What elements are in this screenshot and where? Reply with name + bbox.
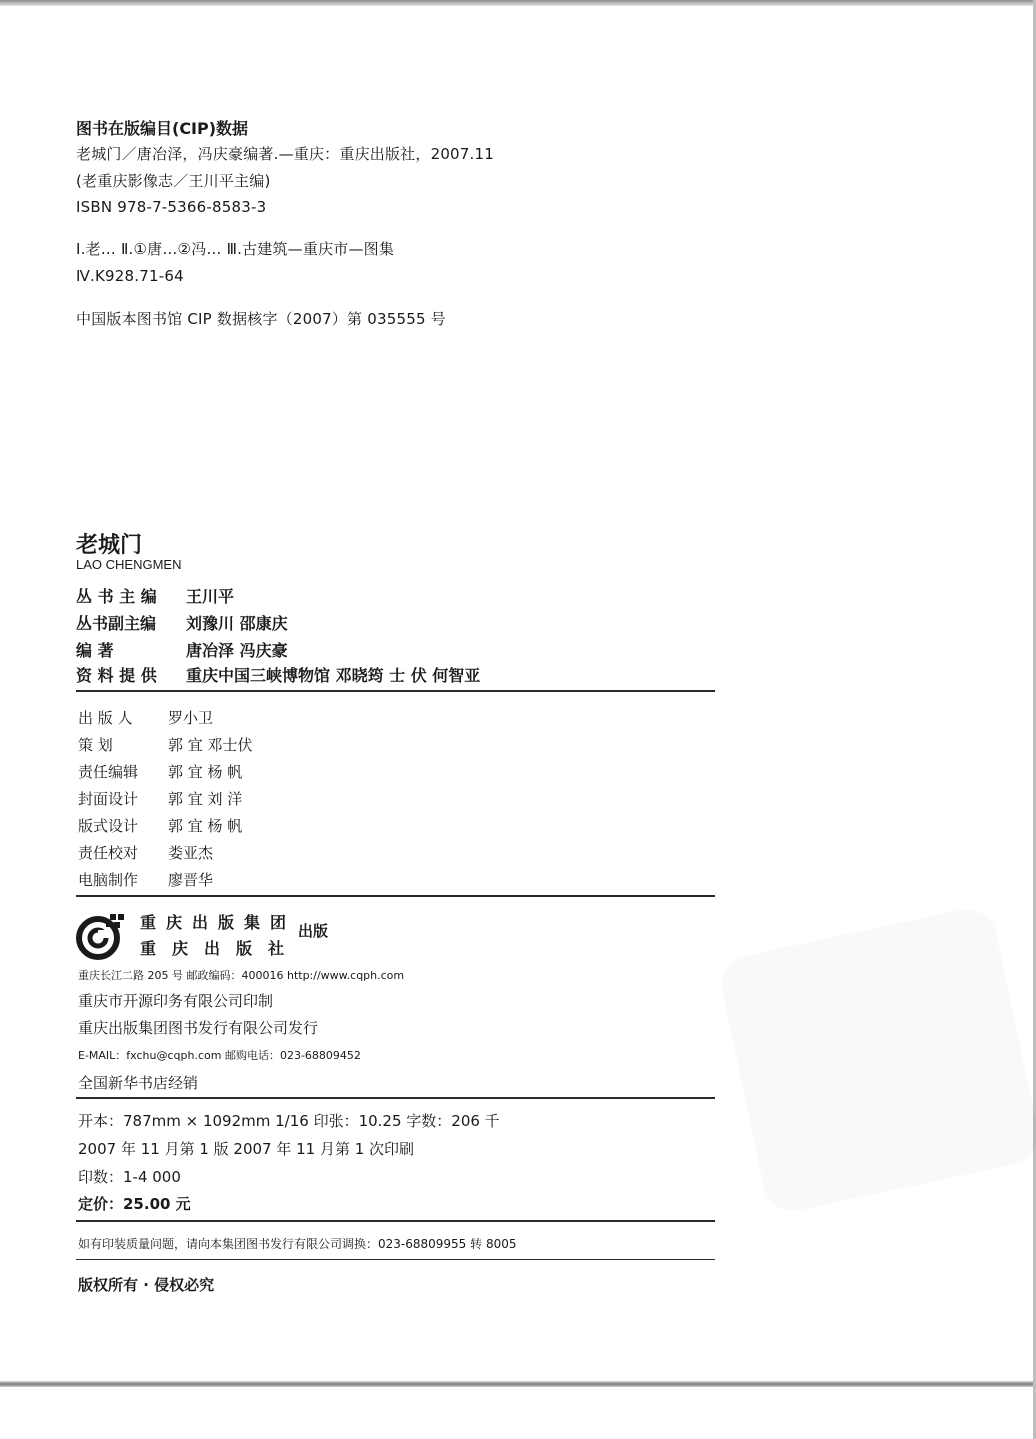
credit-row [76,611,288,634]
staff-row [78,761,242,782]
distributor-line: 重庆出版集团图书发行有限公司发行 [78,1019,319,1037]
cip-classification-2: Ⅳ.K928.71-64 [76,267,184,285]
publisher-suffix: 出版 [298,922,329,940]
publisher-group-name: 重庆出版集团 [140,913,297,932]
divider [76,1220,715,1222]
staff-names: 郭 宜 杨 帆 [168,817,243,835]
seller-line: 全国新华书店经销 [78,1074,199,1092]
divider [76,690,715,692]
cip-record-line: 老城门／唐冶泽，冯庆豪编著.—重庆：重庆出版社，2007.11 [76,145,494,163]
staff-names: 郭 宜 刘 洋 [168,790,243,808]
print-run-line: 印数：1-4 000 [78,1168,181,1186]
staff-names: 罗小卫 [168,709,214,727]
cip-approval-number: 中国版本图书馆 CIP 数据核字（2007）第 035555 号 [76,310,446,328]
edition-line: 2007 年 11 月第 1 版 2007 年 11 月第 1 次印刷 [78,1140,415,1158]
credit-row [76,584,234,607]
staff-role: 电脑制作 [78,871,139,889]
printer-line: 重庆市开源印务有限公司印制 [78,992,274,1010]
staff-row [78,869,213,890]
copyright-notice: 版权所有 · 侵权必究 [78,1276,215,1294]
staff-role: 出 版 人 [78,709,133,727]
staff-names: 娄亚杰 [168,844,214,862]
staff-row [78,788,242,809]
credit-role: 资 料 提 供 [76,666,157,685]
staff-row [78,815,242,836]
publisher-logo-icon [76,910,126,960]
divider [76,1097,715,1099]
cip-title: 图书在版编目(CIP)数据 [76,119,249,138]
book-pinyin-title: LAO CHENGMEN [76,557,182,572]
publisher-address: 重庆长江二路 205 号 邮政编码：400016 http://www.cqph.com [78,969,405,982]
credit-role: 丛书副主编 [76,614,157,633]
cip-isbn: ISBN 978-7-5366-8583-3 [76,198,267,216]
credit-names: 重庆中国三峡博物馆 邓晓筠 士 伏 何智亚 [186,666,481,685]
book-title: 老城门 [76,533,143,558]
staff-role: 策 划 [78,736,113,754]
staff-row [78,842,213,863]
contact-line: E-MAIL：fxchu@cqph.com 邮购电话：023-68809452 [78,1049,361,1062]
staff-role: 版式设计 [78,817,139,835]
credit-names: 王川平 [186,587,235,606]
staff-names: 郭 宜 杨 帆 [168,763,243,781]
cip-series-line: (老重庆影像志／王川平主编) [76,172,271,190]
staff-row [78,707,213,728]
price-line: 定价：25.00 元 [78,1195,191,1213]
quality-notice: 如有印装质量问题，请向本集团图书发行有限公司调换：023-68809955 转 8005 [78,1237,517,1251]
scan-edge-bottom [0,1381,1036,1387]
divider [76,1259,715,1260]
credit-names: 刘豫川 邵康庆 [186,614,288,633]
scan-edge-top [0,0,1036,6]
faint-watermark [716,904,1036,1217]
credit-role: 编 著 [76,641,114,660]
format-line: 开本：787mm × 1092mm 1/16 印张：10.25 字数：206 千 [78,1112,500,1130]
staff-role: 责任编辑 [78,763,139,781]
staff-names: 郭 宜 邓士伏 [168,736,253,754]
divider [76,895,715,897]
credit-row [76,638,288,661]
credit-row [76,663,480,686]
staff-role: 封面设计 [78,790,139,808]
credit-role: 丛 书 主 编 [76,587,157,606]
staff-role: 责任校对 [78,844,139,862]
publisher-press-name: 重庆出版社 [140,939,301,958]
cip-classification-1: Ⅰ.老… Ⅱ.①唐…②冯… Ⅲ.古建筑—重庆市—图集 [76,240,395,258]
staff-names: 廖晋华 [168,871,214,889]
staff-row [78,734,253,755]
credit-names: 唐冶泽 冯庆豪 [186,641,288,660]
